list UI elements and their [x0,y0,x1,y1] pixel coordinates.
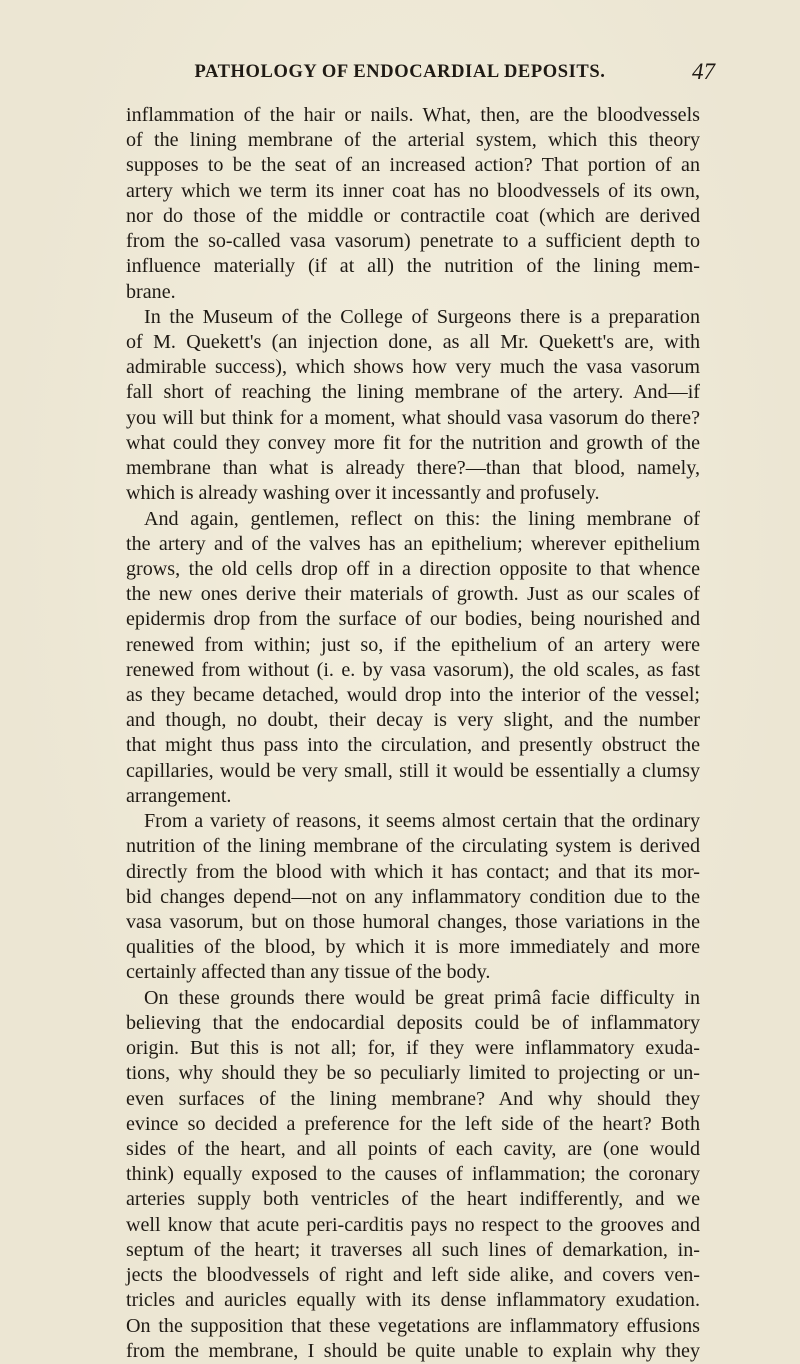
text-line: From a variety of reasons, it seems almost certain that the ordinary [144,810,700,833]
text-line: you will but think for a moment, what should vasa vasorum do there? [126,406,700,429]
text-line: tions, why should they be so peculiarly limited to projecting or un- [126,1062,700,1085]
text-line: supposes to be the seat of an increased action? That portion of an [126,154,700,177]
text-line: which is already washing over it incessantly and profusely. [126,482,600,505]
text-line: vasa vasorum, but on those humoral changes, those variations in the [126,911,700,933]
page-number: 47 [692,59,715,84]
text-line: from the membrane, I should be quite unable to explain why they [126,1339,700,1362]
text-line: arrangement. [126,784,232,807]
text-line: inflammation of the hair or nails. What, then, are the bloodvessels [126,104,700,126]
text-line: In the Museum of the College of Surgeons there is a preparation [144,305,700,328]
text-line: think) equally exposed to the causes of inflammation; the coronary [126,1163,700,1186]
text-line: origin. But this is not all; for, if they were inflammatory exuda- [126,1037,700,1060]
text-line: nor do those of the middle or contractile coat (which are derived [126,204,700,227]
text-line: sides of the heart, and all points of each cavity, are (one would [126,1137,700,1160]
text-line: qualities of the blood, by which it is more immediately and more [126,936,700,959]
text-line: admirable success), which shows how very much the vasa vasorum [126,356,700,379]
text-line: believing that the endocardial deposits could be of inflammatory [126,1011,700,1034]
text-line: bid changes depend—not on any inflammatory condition due to the [126,885,700,908]
text-line: renewed from within; just so, if the epithelium of an artery were [126,633,700,656]
text-line: that might thus pass into the circulation, and presently obstruct the [126,734,700,757]
text-line: arteries supply both ventricles of the heart indifferently, and we [126,1188,700,1211]
text-line: from the so-called vasa vasorum) penetrate to a sufficient depth to [126,230,700,253]
text-line: And again, gentlemen, reflect on this: the lining membrane of [144,507,700,530]
text-line: tricles and auricles equally with its dense inflammatory exudation. [126,1289,700,1312]
text-line: the artery and of the valves has an epithelium; wherever epithelium [126,532,700,555]
text-line: of M. Quekett's (an injection done, as all Mr. Quekett's are, with [126,330,700,353]
text-line: directly from the blood with which it has contact; and that its mor- [126,860,700,883]
text-line: jects the bloodvessels of right and left side alike, and covers ven- [126,1264,700,1287]
text-line: membrane than what is already there?—than that blood, namely, [126,457,700,480]
text-line: and though, no doubt, their decay is very slight, and the number [126,709,700,732]
text-line: capillaries, would be very small, still it would be essentially a clumsy [126,759,700,782]
running-head: PATHOLOGY OF ENDOCARDIAL DEPOSITS. [194,62,606,82]
text-line: nutrition of the lining membrane of the circulating system is derived [126,835,700,858]
text-line: well know that acute peri-carditis pays no respect to the grooves and [126,1213,700,1236]
text-line: artery which we term its inner coat has no bloodvessels of its own, [126,179,700,202]
text-line: On the supposition that these vegetations are inflammatory effusions [126,1314,700,1337]
text-line: of the lining membrane of the arterial system, which this theory [126,129,700,152]
text-line: what could they convey more fit for the nutrition and growth of the [126,431,700,454]
text-line: On these grounds there would be great primâ facie difficulty in [144,986,700,1009]
text-line: the new ones derive their materials of growth. Just as our scales of [126,583,700,606]
body-text [126,103,700,1364]
text-line: septum of the heart; it traverses all such lines of demarkation, in- [126,1238,700,1261]
text-line: fall short of reaching the lining membrane of the artery. And—if [126,381,700,404]
text-line: influence materially (if at all) the nutrition of the lining mem- [126,255,700,278]
text-line: certainly affected than any tissue of the body. [126,961,491,984]
text-line: grows, the old cells drop off in a direction opposite to that whence [126,557,700,580]
text-line: even surfaces of the lining membrane? And why should they [126,1087,700,1110]
text-line: renewed from without (i. e. by vasa vasorum), the old scales, as fast [126,658,700,681]
text-line: brane. [126,280,176,303]
text-line: epidermis drop from the surface of our bodies, being nourished and [126,608,700,631]
text-line: evince so decided a preference for the left side of the heart? Both [126,1112,700,1135]
text-line: as they became detached, would drop into the interior of the vessel; [126,684,700,707]
